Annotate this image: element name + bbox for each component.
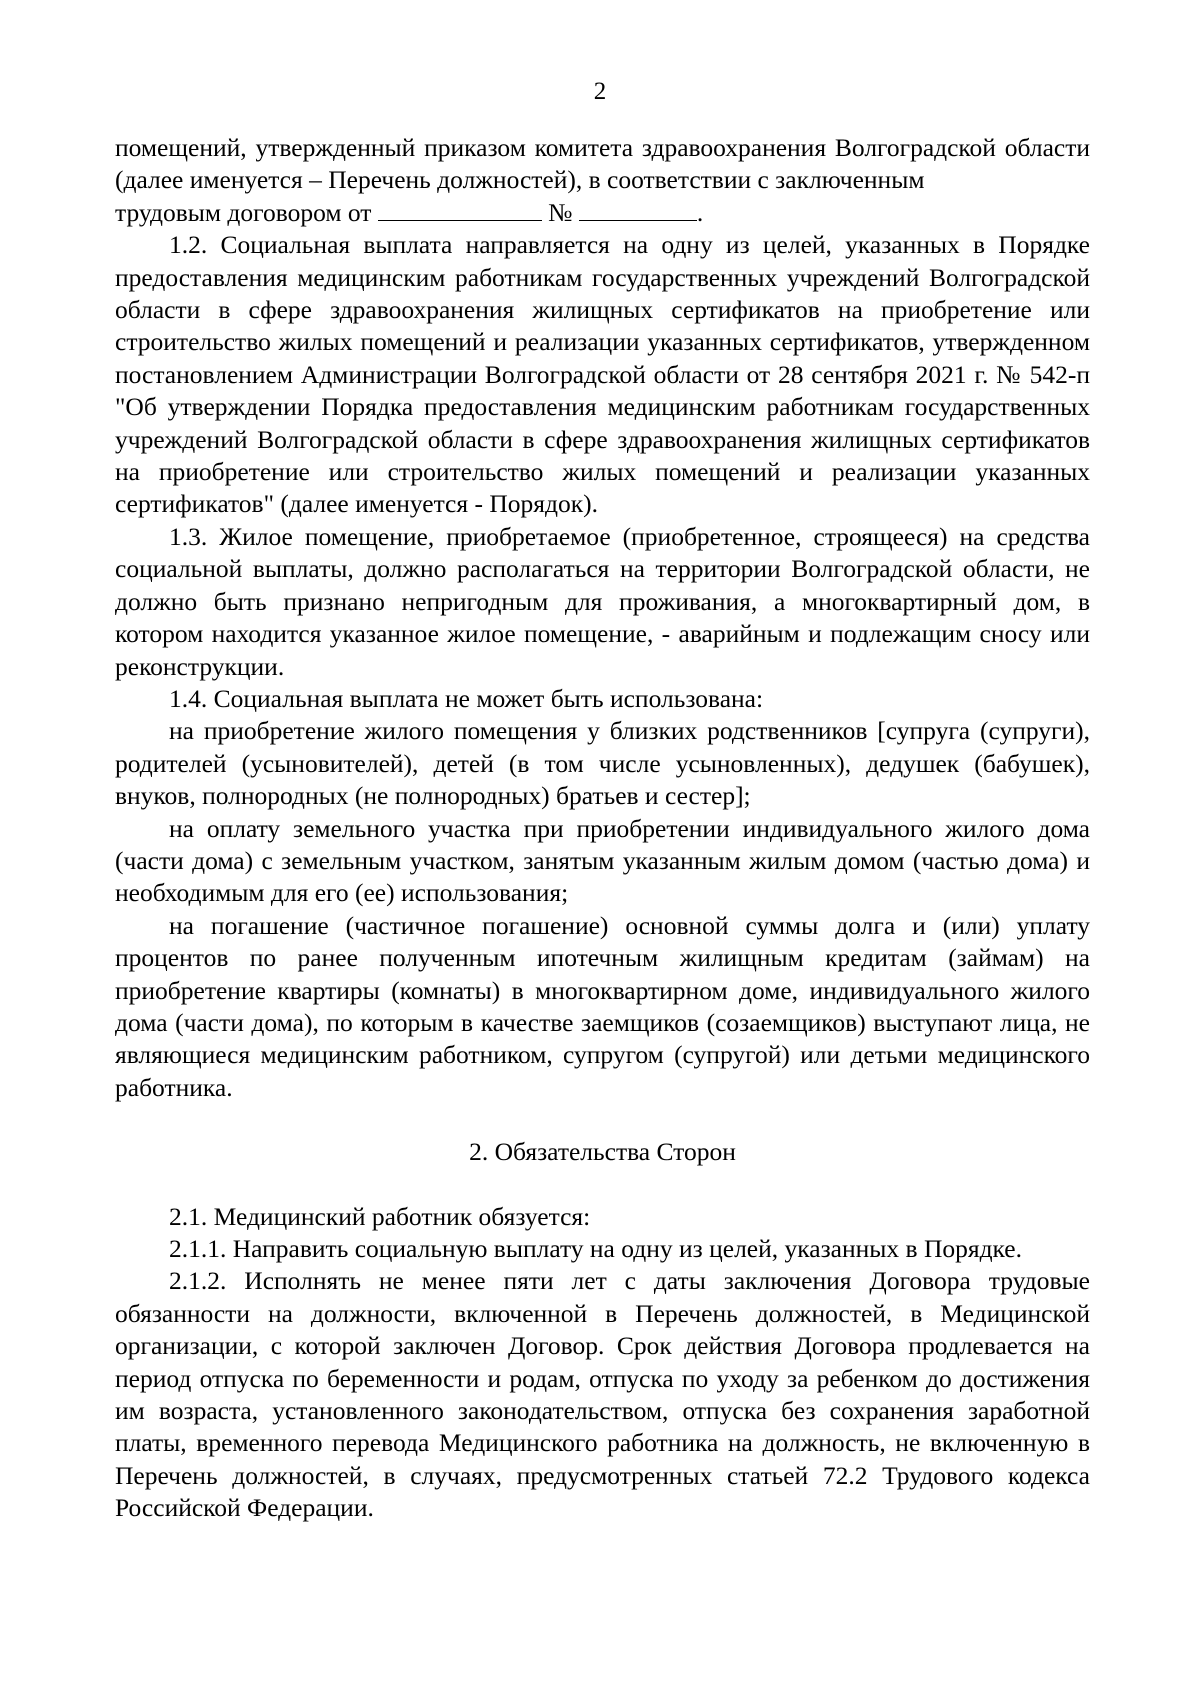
section-2-heading: 2. Обязательства Сторон: [469, 1137, 736, 1167]
paragraph-1-4-item-2: на оплату земельного участка при приобретении индивидуального жилого дома (части дома) с земельным участком, занятым указанным жилым домом (частью дома) и необходимым для его (ее) использования;: [115, 813, 1090, 908]
paragraph-1-3: 1.3. Жилое помещение, приобретаемое (приобретенное, строящееся) на средства социальной выплаты, должно располагаться на территории Волгоградской области, не должно быть признано непригодным для проживания, а многоквартирный дом, в котором находится указанное жилое помещение, - аварийным и подлежащим сносу или реконструкции.: [115, 521, 1090, 681]
contract-line-prefix: трудовым договором от: [115, 197, 372, 227]
paragraph-1-4-item-1: на приобретение жилого помещения у близких родственников [супруга (супруги), родителей (усыновителей), детей (в том числе усыновленных), дедушек (бабушек), внуков, полнородных (не полнородных) братьев и сестер];: [115, 716, 1090, 811]
paragraph-2-1-1: 2.1.1. Направить социальную выплату на одну из целей, указанных в Порядке.: [169, 1234, 1023, 1263]
paragraph-2-1-2: 2.1.2. Исполнять не менее пяти лет с даты заключения Договора трудовые обязанности на должности, включенной в Перечень должностей, в Медицинской организации, с которой заключен Договор. Срок действия Договора продлевается на период отпуска по беременности и родам, отпуска по уходу за ребенком до достижения им возраста, установленного законодательством, отпуска без сохранения заработной платы, временного перевода Медицинского работника на должность, не включенную в Перечень должностей, в случаях, предусмотренных статьей 72.2 Трудового кодекса Российской Федерации.: [115, 1266, 1090, 1523]
paragraph-continuation: помещений, утвержденный приказом комитета здравоохранения Волгоградской области (далее именуется – Перечень должностей), в соответствии с заключенным: [115, 133, 1090, 195]
contract-number-sign: №: [548, 197, 573, 227]
contract-line-suffix: .: [696, 197, 704, 227]
contract-date-line: [115, 197, 1090, 229]
page-number: 2: [593, 78, 607, 105]
paragraph-1-4: 1.4. Социальная выплата не может быть использована:: [169, 683, 764, 713]
contract-date-blank: [378, 198, 542, 221]
spacer: [115, 1169, 1090, 1201]
paragraph-1-4-item-3: на погашение (частичное погашение) основной суммы долга и (или) уплату процентов по ранее полученным ипотечным жилищным кредитам (займам) на приобретение квартиры (комнаты) в многоквартирном доме, индивидуального жилого дома (части дома), по которым в качестве заемщиков (созаемщиков) выступают лица, не являющиеся медицинским работником, супругом (супругой) или детьми медицинского работника.: [115, 910, 1090, 1102]
contract-number-blank: [579, 198, 697, 221]
spacer: [115, 1104, 1090, 1136]
paragraph-1-2: 1.2. Социальная выплата направляется на одну из целей, указанных в Порядке предоставления медицинским работникам государственных учреждений Волгоградской области в сфере здравоохранения жилищных сертификатов на приобретение или строительство жилых помещений и реализации указанных сертификатов, утвержденном постановлением Администрации Волгоградской области от 28 сентября 2021 г. № 542-п "Об утверждении Порядка предоставления медицинским работникам государственных учреждений Волгоградской области в сфере здравоохранения жилищных сертификатов на приобретение или строительство жилых помещений и реализации указанных сертификатов" (далее именуется - Порядок).: [115, 230, 1090, 519]
paragraph-2-1: 2.1. Медицинский работник обязуется:: [169, 1201, 591, 1231]
document-body: [115, 132, 1090, 1525]
